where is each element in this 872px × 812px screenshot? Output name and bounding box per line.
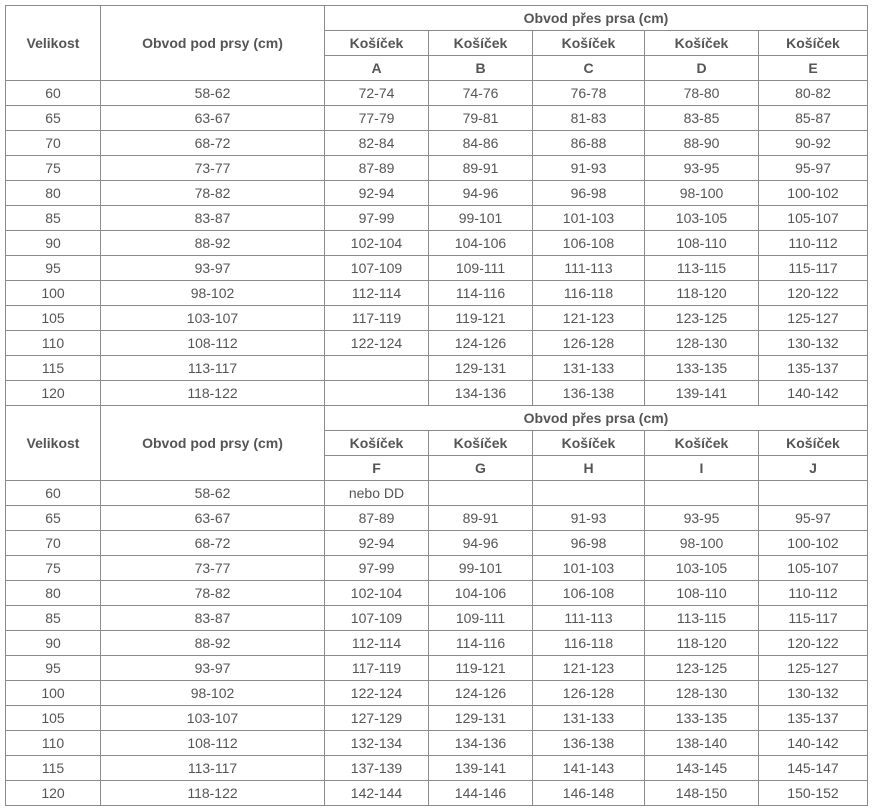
bust-cell: 134-136	[429, 731, 533, 756]
size-cell: 90	[6, 631, 101, 656]
bust-cell: 106-108	[533, 581, 645, 606]
bust-cell: 125-127	[759, 656, 868, 681]
bust-cell: 111-113	[533, 256, 645, 281]
under-bust-cell: 93-97	[101, 656, 325, 681]
bust-cell: 117-119	[325, 306, 429, 331]
under-bust-cell: 63-67	[101, 106, 325, 131]
bust-cell: 108-110	[645, 581, 759, 606]
under-bust-cell: 68-72	[101, 131, 325, 156]
bust-cell: 100-102	[759, 531, 868, 556]
bust-cell: 88-90	[645, 131, 759, 156]
bust-cell: 145-147	[759, 756, 868, 781]
bust-cell: 77-79	[325, 106, 429, 131]
size-chart	[5, 5, 867, 806]
under-bust-cell: 103-107	[101, 706, 325, 731]
table-row	[6, 81, 868, 106]
bust-cell: 74-76	[429, 81, 533, 106]
under-bust-cell: 68-72	[101, 531, 325, 556]
bust-cell: 109-111	[429, 606, 533, 631]
size-cell: 75	[6, 156, 101, 181]
bust-cell: 110-112	[759, 231, 868, 256]
header-row-bust	[6, 6, 868, 31]
bust-cell: 142-144	[325, 781, 429, 806]
bust-cell: 89-91	[429, 156, 533, 181]
under-bust-cell: 73-77	[101, 156, 325, 181]
bust-cell: 113-115	[645, 606, 759, 631]
cup-label-header: Košíček	[759, 431, 868, 456]
size-cell: 85	[6, 606, 101, 631]
bust-cell: 87-89	[325, 506, 429, 531]
bust-cell: 114-116	[429, 631, 533, 656]
table-row	[6, 606, 868, 631]
table-row	[6, 156, 868, 181]
bust-cell: 125-127	[759, 306, 868, 331]
bust-cell: 146-148	[533, 781, 645, 806]
bust-cell: 104-106	[429, 231, 533, 256]
under-bust-cell: 118-122	[101, 381, 325, 406]
size-table-body	[6, 6, 868, 806]
bust-cell: 139-141	[429, 756, 533, 781]
bust-cell: 96-98	[533, 181, 645, 206]
size-cell: 105	[6, 306, 101, 331]
table-row	[6, 731, 868, 756]
cup-label-header: Košíček	[645, 431, 759, 456]
bust-cell: 101-103	[533, 206, 645, 231]
size-cell: 95	[6, 656, 101, 681]
table-row	[6, 756, 868, 781]
size-cell: 105	[6, 706, 101, 731]
bust-cell: 84-86	[429, 131, 533, 156]
bust-cell: 141-143	[533, 756, 645, 781]
table-row	[6, 106, 868, 131]
under-bust-cell: 108-112	[101, 331, 325, 356]
bust-cell: 144-146	[429, 781, 533, 806]
cup-letter-header: G	[429, 456, 533, 481]
cup-label-header: Košíček	[429, 31, 533, 56]
bust-cell: 107-109	[325, 256, 429, 281]
cup-letter-header: C	[533, 56, 645, 81]
bust-cell: 115-117	[759, 606, 868, 631]
size-cell: 60	[6, 481, 101, 506]
table-row	[6, 506, 868, 531]
under-bust-cell: 98-102	[101, 681, 325, 706]
size-cell: 70	[6, 531, 101, 556]
size-cell: 80	[6, 181, 101, 206]
under-bust-cell: 118-122	[101, 781, 325, 806]
bust-cell: 105-107	[759, 556, 868, 581]
bust-cell: 132-134	[325, 731, 429, 756]
size-cell: 110	[6, 331, 101, 356]
cup-label-header: Košíček	[533, 31, 645, 56]
bust-cell: 139-141	[645, 381, 759, 406]
under-bust-cell: 113-117	[101, 756, 325, 781]
bust-cell: 94-96	[429, 181, 533, 206]
bust-cell: 103-105	[645, 556, 759, 581]
bust-cell: 124-126	[429, 681, 533, 706]
table-row	[6, 481, 868, 506]
bust-cell: 91-93	[533, 506, 645, 531]
bust-cell: 140-142	[759, 381, 868, 406]
cup-letter-header: A	[325, 56, 429, 81]
bust-cell: 122-124	[325, 681, 429, 706]
bust-cell: 129-131	[429, 706, 533, 731]
under-bust-cell: 88-92	[101, 631, 325, 656]
under-bust-cell: 73-77	[101, 556, 325, 581]
bust-cell: 117-119	[325, 656, 429, 681]
bust-header: Obvod přes prsa (cm)	[325, 406, 868, 431]
size-cell: 70	[6, 131, 101, 156]
bust-cell: 137-139	[325, 756, 429, 781]
bust-cell: 101-103	[533, 556, 645, 581]
bust-cell: 118-120	[645, 631, 759, 656]
bust-cell: 130-132	[759, 331, 868, 356]
under-bust-cell: 113-117	[101, 356, 325, 381]
bust-cell: 89-91	[429, 506, 533, 531]
bust-cell: 131-133	[533, 706, 645, 731]
bust-cell: 126-128	[533, 331, 645, 356]
bust-cell: 93-95	[645, 506, 759, 531]
under-bust-cell: 78-82	[101, 181, 325, 206]
bust-cell: 140-142	[759, 731, 868, 756]
bust-cell: 122-124	[325, 331, 429, 356]
table-row	[6, 781, 868, 806]
cup-label-header: Košíček	[533, 431, 645, 456]
under-bust-cell: 78-82	[101, 581, 325, 606]
size-cell: 85	[6, 206, 101, 231]
bust-cell: 134-136	[429, 381, 533, 406]
table-row	[6, 231, 868, 256]
bust-cell: 98-100	[645, 531, 759, 556]
cup-letter-header: J	[759, 456, 868, 481]
table-row	[6, 256, 868, 281]
cup-letter-header: I	[645, 456, 759, 481]
under-bust-cell: 83-87	[101, 606, 325, 631]
bust-cell: 121-123	[533, 656, 645, 681]
bust-cell: 110-112	[759, 581, 868, 606]
bust-cell: 111-113	[533, 606, 645, 631]
size-cell: 95	[6, 256, 101, 281]
bust-cell: 121-123	[533, 306, 645, 331]
bust-cell: 105-107	[759, 206, 868, 231]
cup-letter-header: D	[645, 56, 759, 81]
size-cell: 90	[6, 231, 101, 256]
table-row	[6, 206, 868, 231]
bust-cell	[325, 381, 429, 406]
bust-cell: 131-133	[533, 356, 645, 381]
bust-cell	[429, 481, 533, 506]
bust-cell: 81-83	[533, 106, 645, 131]
bust-cell: 97-99	[325, 206, 429, 231]
bust-cell: 135-137	[759, 706, 868, 731]
bust-cell: 116-118	[533, 631, 645, 656]
under-bust-cell: 88-92	[101, 231, 325, 256]
bust-cell	[533, 481, 645, 506]
bust-cell: 95-97	[759, 156, 868, 181]
size-table	[5, 5, 868, 806]
bust-cell	[325, 356, 429, 381]
cup-letter-header: B	[429, 56, 533, 81]
under-bust-cell: 103-107	[101, 306, 325, 331]
bust-cell: 107-109	[325, 606, 429, 631]
bust-cell: 72-74	[325, 81, 429, 106]
size-header: Velikost	[6, 406, 101, 481]
table-row	[6, 306, 868, 331]
bust-cell	[759, 481, 868, 506]
bust-cell: nebo DD	[325, 481, 429, 506]
bust-cell	[645, 481, 759, 506]
table-row	[6, 556, 868, 581]
size-cell: 120	[6, 381, 101, 406]
bust-cell: 79-81	[429, 106, 533, 131]
header-row-bust	[6, 406, 868, 431]
bust-cell: 133-135	[645, 356, 759, 381]
table-row	[6, 331, 868, 356]
bust-cell: 82-84	[325, 131, 429, 156]
bust-cell: 94-96	[429, 531, 533, 556]
table-row	[6, 706, 868, 731]
under-bust-cell: 83-87	[101, 206, 325, 231]
bust-cell: 136-138	[533, 381, 645, 406]
bust-cell: 123-125	[645, 306, 759, 331]
bust-cell: 86-88	[533, 131, 645, 156]
table-row	[6, 681, 868, 706]
bust-cell: 102-104	[325, 581, 429, 606]
bust-cell: 119-121	[429, 656, 533, 681]
bust-cell: 80-82	[759, 81, 868, 106]
size-cell: 100	[6, 681, 101, 706]
size-cell: 80	[6, 581, 101, 606]
bust-cell: 127-129	[325, 706, 429, 731]
cup-label-header: Košíček	[325, 431, 429, 456]
bust-header: Obvod přes prsa (cm)	[325, 6, 868, 31]
bust-cell: 76-78	[533, 81, 645, 106]
bust-cell: 120-122	[759, 631, 868, 656]
bust-cell: 78-80	[645, 81, 759, 106]
bust-cell: 120-122	[759, 281, 868, 306]
size-cell: 60	[6, 81, 101, 106]
bust-cell: 83-85	[645, 106, 759, 131]
bust-cell: 112-114	[325, 281, 429, 306]
under-bust-cell: 58-62	[101, 81, 325, 106]
size-cell: 65	[6, 106, 101, 131]
bust-cell: 91-93	[533, 156, 645, 181]
bust-cell: 102-104	[325, 231, 429, 256]
bust-cell: 95-97	[759, 506, 868, 531]
bust-cell: 92-94	[325, 531, 429, 556]
bust-cell: 97-99	[325, 556, 429, 581]
bust-cell: 115-117	[759, 256, 868, 281]
table-row	[6, 381, 868, 406]
under-bust-cell: 63-67	[101, 506, 325, 531]
cup-letter-header: E	[759, 56, 868, 81]
bust-cell: 108-110	[645, 231, 759, 256]
size-cell: 75	[6, 556, 101, 581]
bust-cell: 92-94	[325, 181, 429, 206]
bust-cell: 100-102	[759, 181, 868, 206]
bust-cell: 109-111	[429, 256, 533, 281]
bust-cell: 98-100	[645, 181, 759, 206]
bust-cell: 96-98	[533, 531, 645, 556]
bust-cell: 99-101	[429, 206, 533, 231]
bust-cell: 126-128	[533, 681, 645, 706]
size-cell: 100	[6, 281, 101, 306]
cup-letter-header: F	[325, 456, 429, 481]
bust-cell: 128-130	[645, 681, 759, 706]
bust-cell: 135-137	[759, 356, 868, 381]
bust-cell: 112-114	[325, 631, 429, 656]
bust-cell: 113-115	[645, 256, 759, 281]
under-bust-header: Obvod pod prsy (cm)	[101, 406, 325, 481]
size-header: Velikost	[6, 6, 101, 81]
bust-cell: 143-145	[645, 756, 759, 781]
bust-cell: 114-116	[429, 281, 533, 306]
under-bust-cell: 58-62	[101, 481, 325, 506]
under-bust-header: Obvod pod prsy (cm)	[101, 6, 325, 81]
size-cell: 110	[6, 731, 101, 756]
bust-cell: 130-132	[759, 681, 868, 706]
bust-cell: 138-140	[645, 731, 759, 756]
bust-cell: 123-125	[645, 656, 759, 681]
bust-cell: 93-95	[645, 156, 759, 181]
size-cell: 115	[6, 356, 101, 381]
cup-letter-header: H	[533, 456, 645, 481]
size-cell: 65	[6, 506, 101, 531]
table-row	[6, 631, 868, 656]
bust-cell: 150-152	[759, 781, 868, 806]
bust-cell: 99-101	[429, 556, 533, 581]
bust-cell: 87-89	[325, 156, 429, 181]
table-row	[6, 181, 868, 206]
table-row	[6, 656, 868, 681]
table-row	[6, 531, 868, 556]
bust-cell: 129-131	[429, 356, 533, 381]
cup-label-header: Košíček	[759, 31, 868, 56]
bust-cell: 124-126	[429, 331, 533, 356]
cup-label-header: Košíček	[645, 31, 759, 56]
bust-cell: 90-92	[759, 131, 868, 156]
bust-cell: 116-118	[533, 281, 645, 306]
bust-cell: 148-150	[645, 781, 759, 806]
cup-label-header: Košíček	[325, 31, 429, 56]
table-row	[6, 581, 868, 606]
cup-label-header: Košíček	[429, 431, 533, 456]
bust-cell: 104-106	[429, 581, 533, 606]
bust-cell: 128-130	[645, 331, 759, 356]
bust-cell: 136-138	[533, 731, 645, 756]
bust-cell: 106-108	[533, 231, 645, 256]
bust-cell: 133-135	[645, 706, 759, 731]
table-row	[6, 356, 868, 381]
under-bust-cell: 98-102	[101, 281, 325, 306]
size-cell: 120	[6, 781, 101, 806]
under-bust-cell: 93-97	[101, 256, 325, 281]
bust-cell: 85-87	[759, 106, 868, 131]
under-bust-cell: 108-112	[101, 731, 325, 756]
bust-cell: 118-120	[645, 281, 759, 306]
bust-cell: 103-105	[645, 206, 759, 231]
bust-cell: 119-121	[429, 306, 533, 331]
size-cell: 115	[6, 756, 101, 781]
table-row	[6, 131, 868, 156]
table-row	[6, 281, 868, 306]
